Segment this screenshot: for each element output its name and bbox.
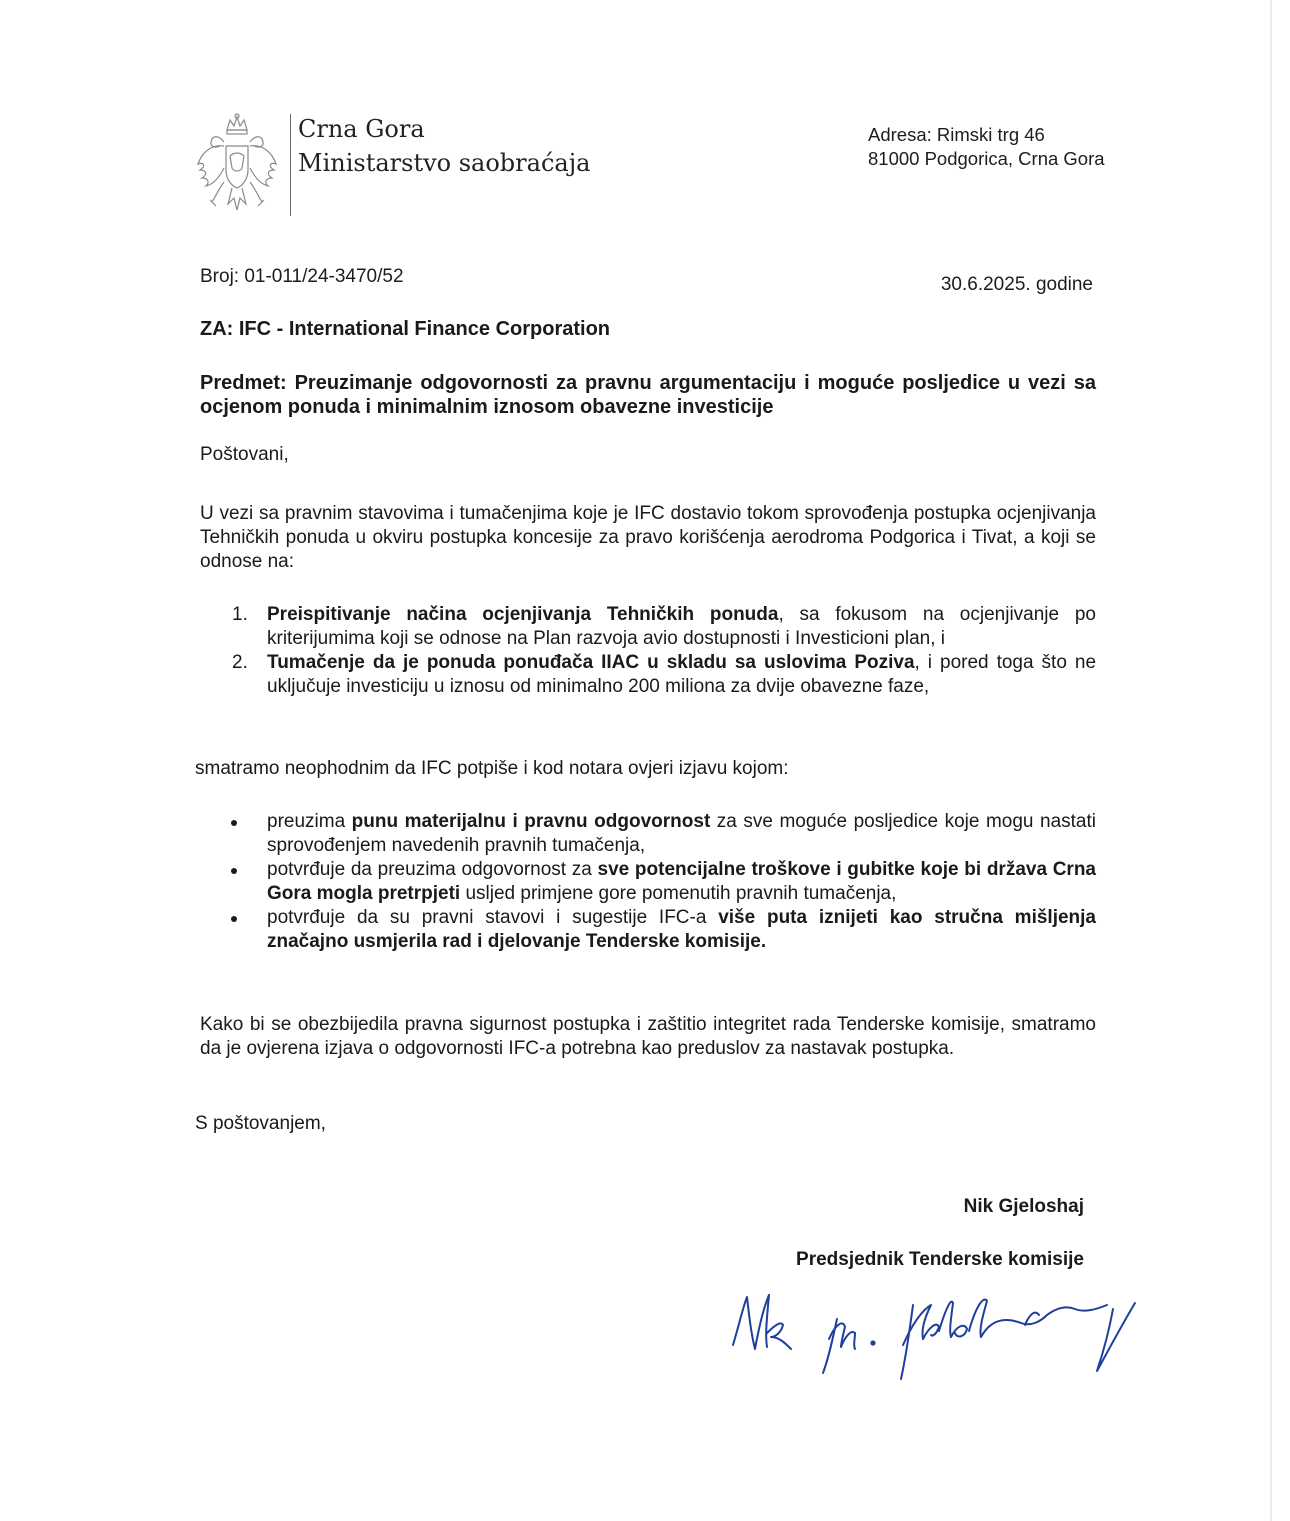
list-item-text: , sa fokusom na ocjenjivanje po kriterijumima koji se odnose na Plan razvoja avio dostupnosti i Investicioni plan, i [267,604,1096,649]
salutation: Poštovani, [200,444,289,465]
signature [725,1275,1145,1385]
bullet-text-post: za sve moguće posljedice koje mogu nastati sprovođenjem navedenih pravnih tumačenja, [267,811,1097,856]
list-item [200,651,1096,699]
signer-name: Nik Gjeloshaj [963,1196,1084,1217]
coat-of-arms-icon [194,112,280,216]
bullet-text-pre: preuzima [267,811,352,832]
bullet-icon [231,868,237,874]
bullet-list [200,810,1096,954]
country-name: Crna Gora [298,115,425,143]
subject-line: Predmet: Preuzimanje odgovornosti za pravnu argumentaciju i moguće posljedice u vezi sa ocjenom ponuda i minimalnim iznosom obavezne investicije [200,372,1096,418]
bullet-text-post: usljed primjene gore pomenutih pravnih tumačenja, [460,883,897,904]
bullet-item [200,858,1096,906]
bullet-text-bold: punu materijalnu i pravnu odgovornost [351,811,711,832]
closing: S poštovanjem, [195,1113,326,1134]
reference-number: Broj: 01-011/24-3470/52 [200,266,404,287]
middle-paragraph: smatramo neophodnim da IFC potpiše i kod notara ovjeri izjavu kojom: [195,758,789,779]
bullet-icon [231,820,237,826]
bullet-text-bold: više puta iznijeti kao stručna mišljenja značajno usmjerila rad i djelovanje Tenderske komisije. [267,907,1096,952]
address-line-1: Adresa: Rimski trg 46 [868,124,1045,145]
bullet-icon [231,916,237,922]
bullet-text-pre: potvrđuje da su pravni stavovi i sugestije IFC-a [267,907,719,928]
list-item-number: 2. [232,652,248,673]
list-item-number: 1. [232,604,248,625]
header-divider [290,114,291,216]
address-block [868,123,1105,171]
document-date: 30.6.2025. godine [940,274,1093,295]
page-edge [1270,0,1272,1521]
numbered-list [200,603,1096,699]
ministry-name: Ministarstvo saobraćaja [298,149,591,177]
signer-title: Predsjednik Tenderske komisije [796,1249,1084,1270]
address-line-2: 81000 Podgorica, Crna Gora [868,148,1105,169]
institution-block [298,112,590,180]
bullet-text-pre: potvrđuje da preuzima odgovornost za [267,859,598,880]
list-item-bold: Preispitivanje načina ocjenjivanja Tehničkih ponuda [267,604,779,625]
bullet-item [200,810,1096,858]
list-item-bold: Tumačenje da je ponuda ponuđača IIAC u skladu sa uslovima Poziva [267,652,915,673]
list-item-text: , i pored toga što ne uključuje investiciju u iznosu od minimalno 200 miliona za dvije obavezne faze, [267,652,1097,697]
bullet-item [200,906,1096,954]
recipient: ZA: IFC - International Finance Corporation [200,318,610,340]
list-item [200,603,1096,651]
intro-paragraph: U vezi sa pravnim stavovima i tumačenjima koje je IFC dostavio tokom sprovođenja postupka ocjenjivanja Tehničkih ponuda u okviru postupka koncesije za pravo korišćenja aerodroma Podgorica i Tivat, a koji se odnose na: [200,503,1096,572]
bullet-text-bold: sve potencijalne troškove i gubitke koje bi država Crna Gora mogla pretrpjeti [267,859,1096,904]
conclusion-paragraph: Kako bi se obezbijedila pravna sigurnost postupka i zaštitio integritet rada Tenderske komisije, smatramo da je ovjerena izjava o odgovornosti IFC-a potrebna kao preduslov za nastavak postupka. [200,1014,1096,1059]
